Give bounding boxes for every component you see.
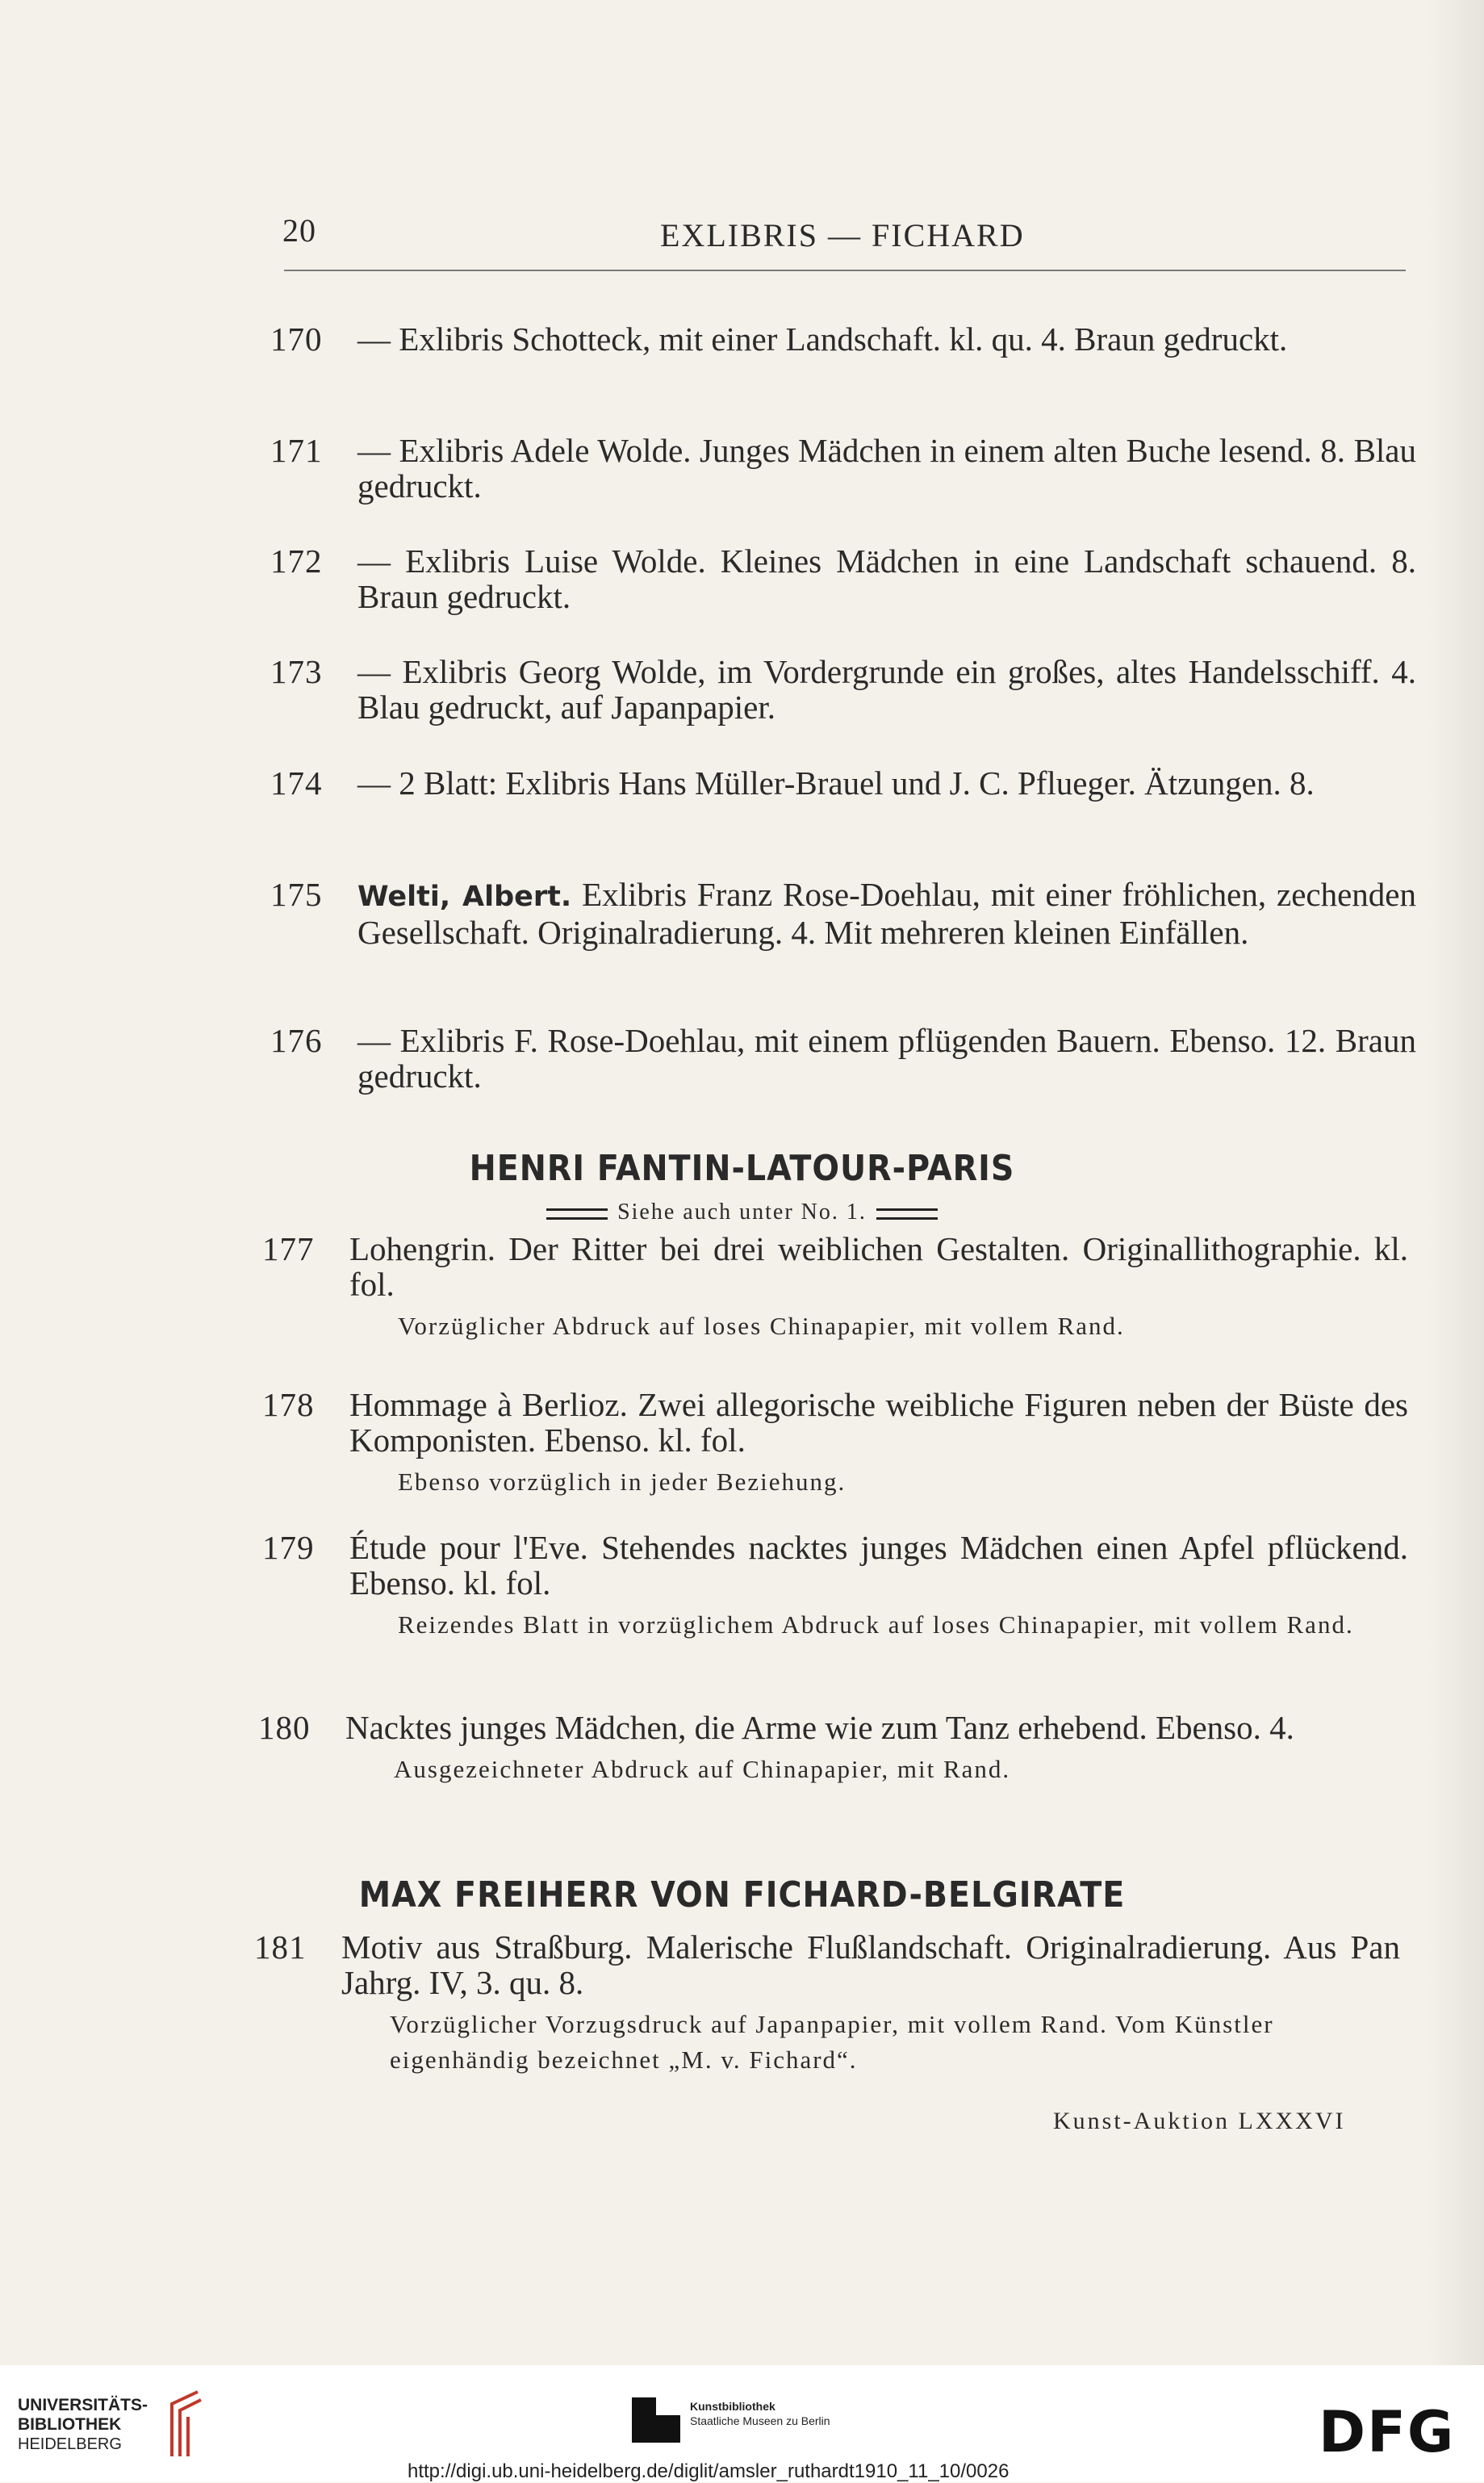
entry-condition-note: Vorzüglicher Vorzugsdruck auf Japanpapier, mit vollem Rand. Vom Künstler eigenhändig bezeichnet „M. v. Fichard“.	[390, 2010, 1274, 2074]
catalog-entry-180	[258, 1710, 1404, 1787]
entry-number: 175	[270, 876, 323, 913]
double-rule-right	[876, 1208, 938, 1220]
entry-number: 181	[254, 1928, 307, 1966]
entry-condition-note: Ebenso vorzüglich in jeder Beziehung.	[398, 1468, 847, 1496]
entry-text: — Exlibris F. Rose-Doehlau, mit einem pflügenden Bauern. Ebenso. 12. Braun gedruckt.	[357, 1022, 1416, 1095]
entry-condition-note: Vorzüglicher Abdruck auf loses Chinapapier, mit vollem Rand.	[398, 1312, 1125, 1340]
entry-number: 174	[270, 764, 323, 802]
page-number: 20	[282, 212, 316, 249]
entry-text: Motiv aus Straßburg. Malerische Flußlandschaft. Originalradierung. Aus Pan Jahrg. IV, 3. qu. 8.	[341, 1928, 1400, 2001]
entry-text: — Exlibris Schotteck, mit einer Landschaft. kl. qu. 4. Braun gedruckt.	[357, 320, 1288, 358]
dfg-logo: DFG	[1319, 2399, 1456, 2465]
running-header	[282, 211, 1404, 255]
entry-text: Hommage à Berlioz. Zwei allegorische weibliche Figuren neben der Büste des Komponisten. Ebenso. kl. fol.	[349, 1386, 1408, 1459]
auction-signature: Kunst-Auktion LXXXVI	[1053, 2108, 1346, 2134]
entry-text: — 2 Blatt: Exlibris Hans Müller-Brauel und J. C. Pflueger. Ätzungen. 8.	[357, 764, 1315, 802]
header-rule	[284, 270, 1406, 271]
artist-name: Welti, Albert.	[357, 881, 572, 913]
university-mark-icon	[165, 2388, 206, 2460]
permalink-url[interactable]: http://digi.ub.uni-heidelberg.de/diglit/amsler_ruthardt1910_11_10/0026	[408, 2460, 1010, 2482]
digitization-footer	[0, 2365, 1484, 2482]
entry-number: 173	[270, 653, 323, 690]
entry-number: 179	[262, 1529, 315, 1566]
catalog-entry-170	[270, 321, 1416, 357]
logo-line-3: HEIDELBERG	[18, 2435, 122, 2453]
catalog-entry-178	[262, 1387, 1408, 1500]
kb-subtitle: Staatliche Museen zu Berlin	[690, 2414, 830, 2427]
logo-line-1: UNIVERSITÄTS-	[18, 2396, 148, 2414]
entry-number: 180	[258, 1709, 311, 1746]
section-heading-fichard: MAX FREIHERR VON FICHARD-BELGIRATE	[358, 1874, 1126, 1916]
catalog-entry-173	[270, 654, 1416, 725]
kb-name: Kunstbibliothek	[690, 2400, 775, 2413]
entry-description: Exlibris Franz Rose-Doehlau, mit einer fröhlichen, zechenden Gesellschaft. Originalradierung. 4. Mit mehreren kleinen Einfällen.	[357, 876, 1416, 951]
entry-text: — Exlibris Adele Wolde. Junges Mädchen in einem alten Buche lesend. 8. Blau gedruckt.	[357, 432, 1416, 505]
logo-line-2: BIBLIOTHEK	[18, 2415, 122, 2434]
entry-condition-note: Reizendes Blatt in vorzüglichem Abdruck auf loses Chinapapier, mit vollem Rand.	[398, 1610, 1354, 1639]
section-heading-fantin-latour: HENRI FANTIN-LATOUR-PARIS	[469, 1148, 1015, 1189]
entry-number: 170	[270, 320, 323, 358]
catalog-entry-172	[270, 543, 1416, 614]
catalog-entry-181	[254, 1929, 1400, 2078]
university-library-logo[interactable]	[18, 2396, 148, 2454]
kunstbibliothek-logo-icon	[632, 2397, 680, 2443]
entry-number: 172	[270, 542, 323, 580]
entry-text	[357, 877, 1416, 950]
see-also-note	[0, 1200, 1484, 1225]
catalog-entry-176	[270, 1023, 1416, 1094]
see-also-text: Siehe auch unter No. 1.	[617, 1200, 867, 1225]
entry-text: Étude pour l'Eve. Stehendes nacktes junges Mädchen einen Apfel pflückend. Ebenso. kl. fol.	[349, 1529, 1408, 1602]
catalog-entry-175	[270, 877, 1416, 950]
catalog-entry-171	[270, 433, 1416, 504]
entry-text: Nacktes junges Mädchen, die Arme wie zum Tanz erhebend. Ebenso. 4.	[345, 1709, 1294, 1746]
entry-number: 178	[262, 1386, 315, 1423]
entry-condition-note: Ausgezeichneter Abdruck auf Chinapapier, mit Rand.	[394, 1755, 1011, 1783]
entry-text: — Exlibris Luise Wolde. Kleines Mädchen in eine Landschaft schauend. 8. Braun gedruckt.	[357, 542, 1416, 615]
entry-number: 171	[270, 432, 323, 469]
catalog-entry-179	[262, 1530, 1408, 1643]
entry-text: — Exlibris Georg Wolde, im Vordergrunde ein großes, altes Handelsschiff. 4. Blau gedruckt, auf Japanpapier.	[357, 653, 1416, 726]
double-rule-left	[546, 1208, 608, 1220]
catalog-entry-177	[262, 1231, 1408, 1344]
catalog-entry-174	[270, 765, 1416, 801]
entry-number: 177	[262, 1230, 315, 1267]
running-title: EXLIBRIS — FICHARD	[660, 217, 1025, 253]
entry-text: Lohengrin. Der Ritter bei drei weiblichen Gestalten. Originallithographie. kl. fol.	[349, 1230, 1408, 1303]
entry-number: 176	[270, 1022, 323, 1059]
kunstbibliothek-label	[690, 2399, 830, 2428]
